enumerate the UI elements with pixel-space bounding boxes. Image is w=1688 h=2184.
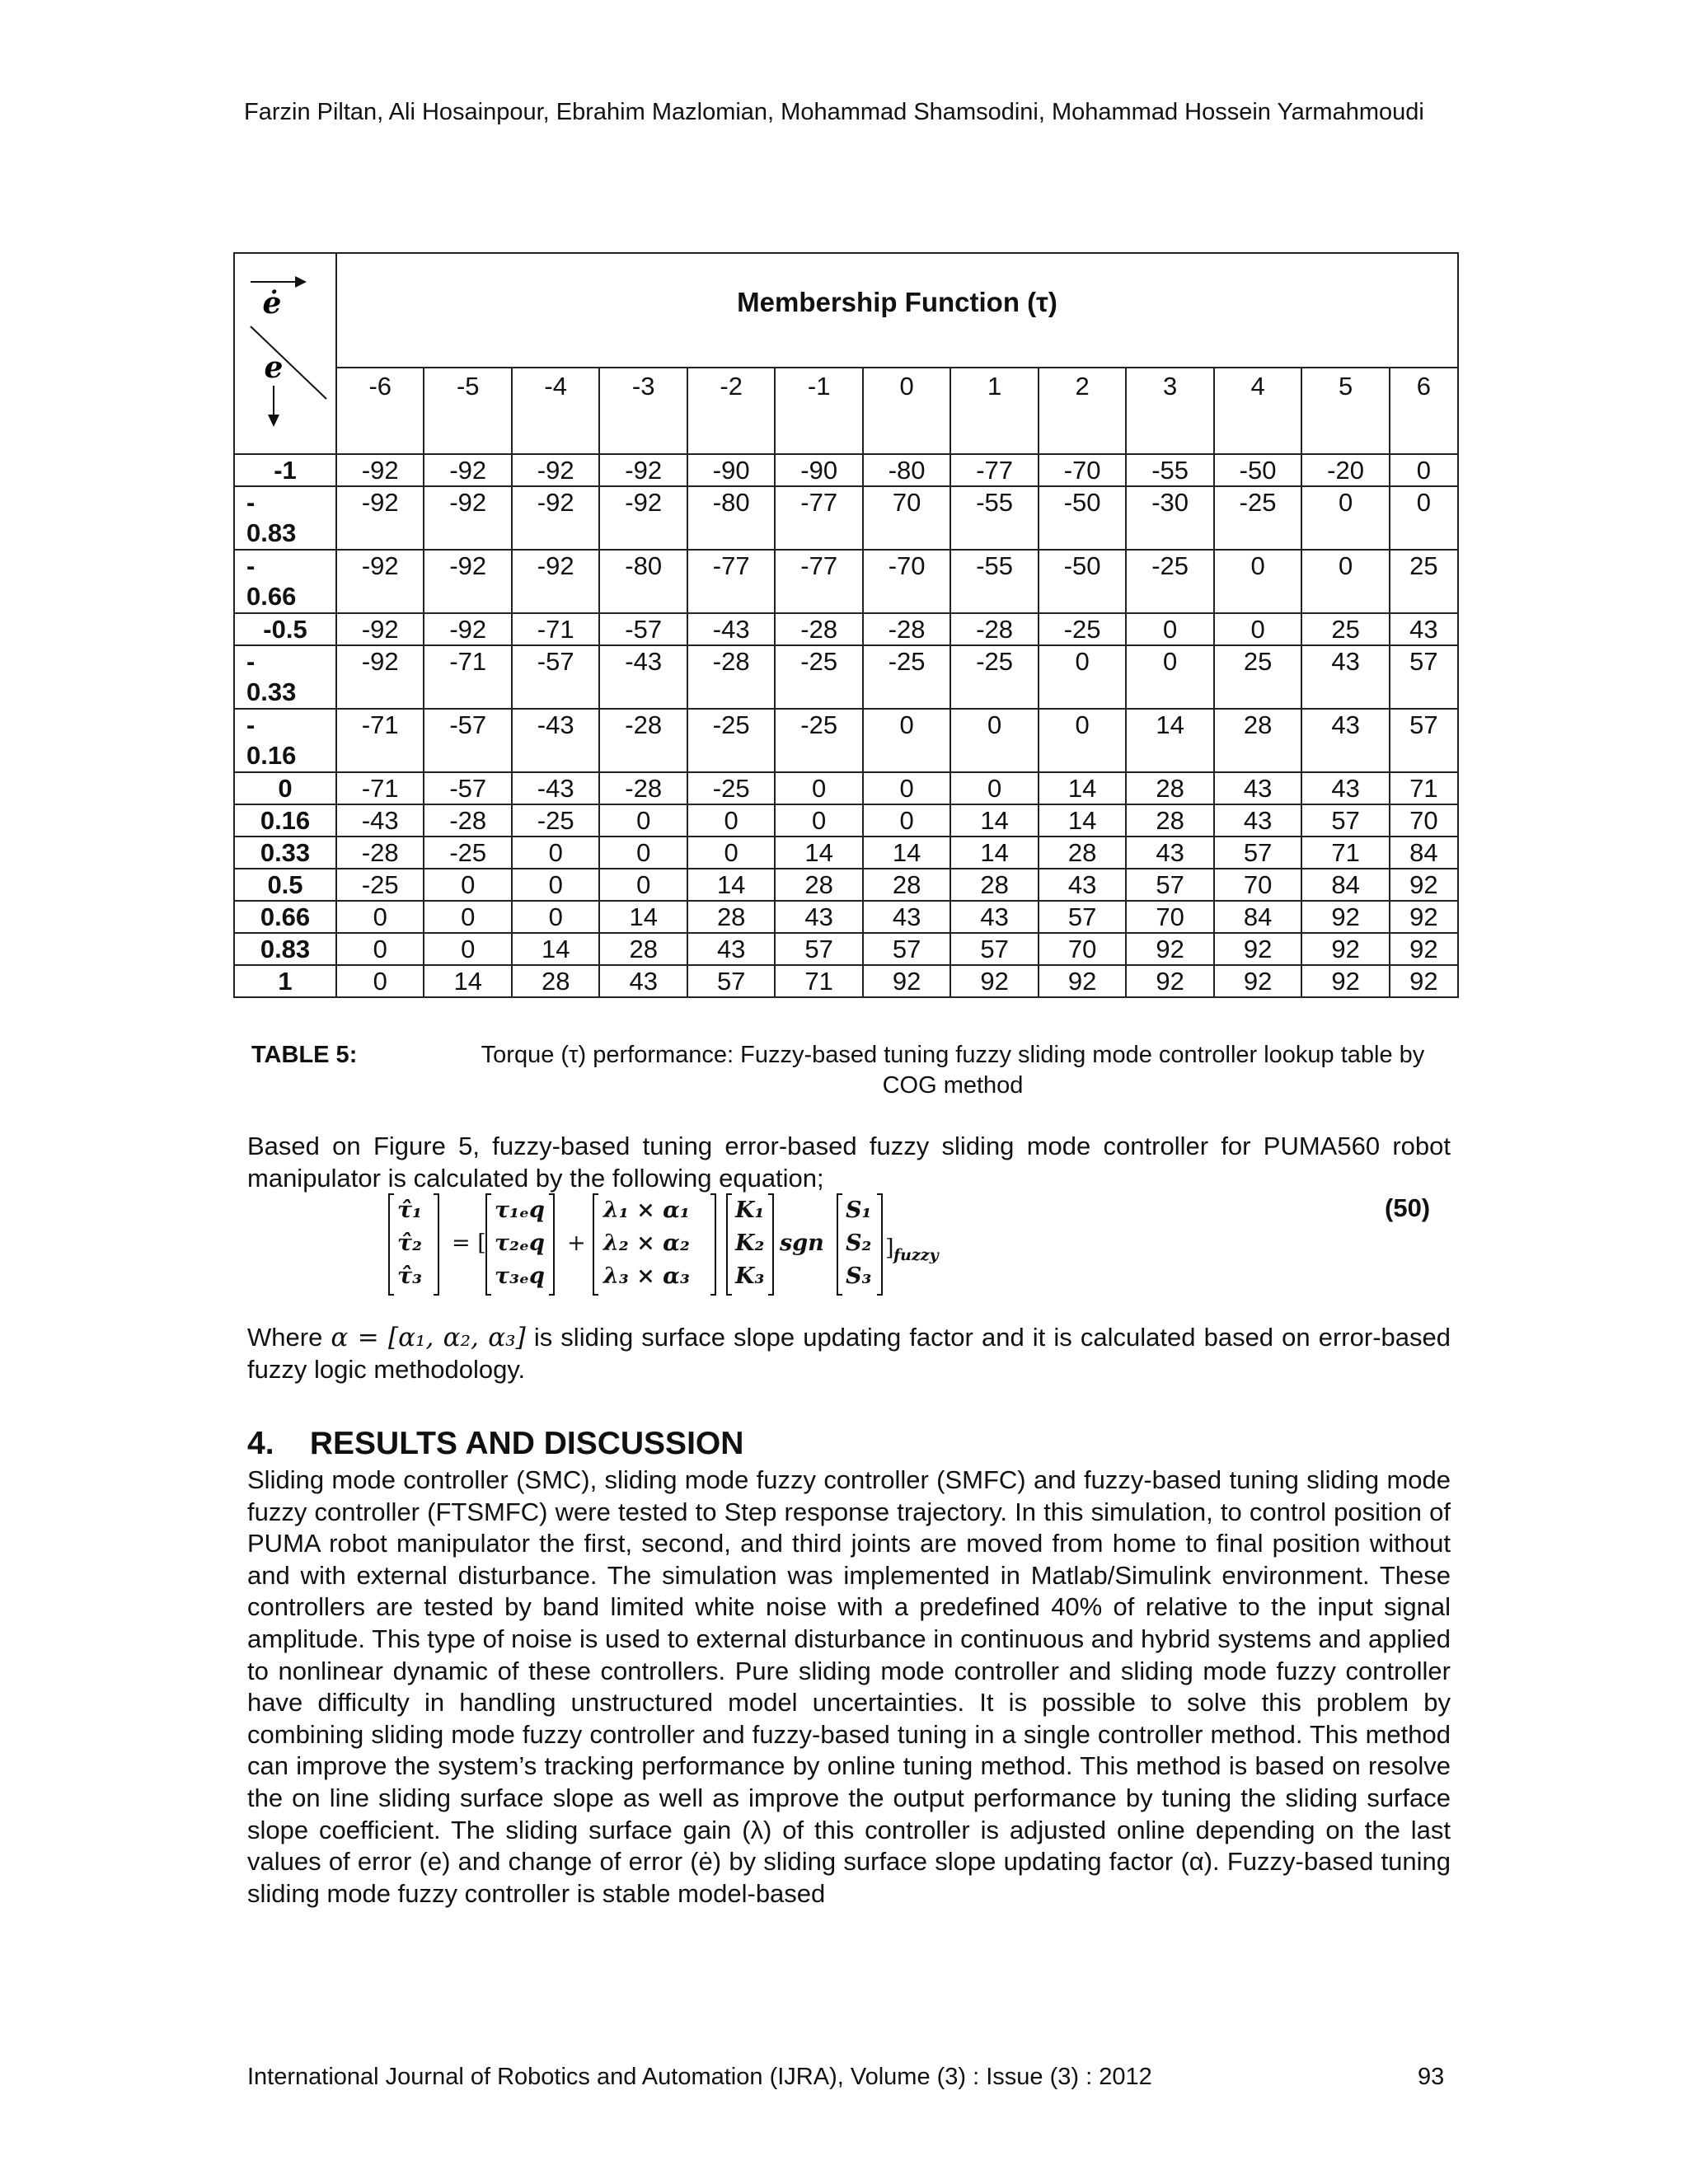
table-cell: -71 <box>336 772 424 804</box>
edot-symbol: ė <box>262 286 282 321</box>
row-label: 0.16 <box>234 804 336 837</box>
page-number: 93 <box>1418 2064 1445 2090</box>
table-row <box>234 772 1458 804</box>
table-cell: 71 <box>775 965 862 997</box>
table-cell: -92 <box>336 454 424 486</box>
column-header: -2 <box>687 368 775 454</box>
table-row <box>234 804 1458 837</box>
table-cell: 92 <box>1301 965 1389 997</box>
table-cell: 14 <box>424 965 511 997</box>
svg-text:]: ] <box>885 1235 894 1261</box>
table-cell: 0 <box>424 933 511 965</box>
table-cell: -28 <box>336 837 424 869</box>
equation-entry-lam: λ₁ × α₁ <box>603 1197 690 1223</box>
fuzzy-subscript: fuzzy <box>893 1246 939 1264</box>
section-heading: 4. RESULTS AND DISCUSSION <box>247 1426 744 1461</box>
row-label: -0.5 <box>234 613 336 645</box>
table-cell: 0 <box>1301 550 1389 613</box>
table-cell: -77 <box>775 486 862 550</box>
table-cell: -71 <box>424 645 511 709</box>
paragraph-where <box>247 1322 1451 1385</box>
table-cell: 84 <box>1214 901 1301 933</box>
table-row <box>234 454 1458 486</box>
table-cell: -92 <box>336 486 424 550</box>
table-cell: 43 <box>1301 772 1389 804</box>
table-cell: -80 <box>863 454 950 486</box>
table-cell: 43 <box>950 901 1038 933</box>
table-cell: 0 <box>1214 550 1301 613</box>
table-cell: 0 <box>863 772 950 804</box>
table-cell: 43 <box>863 901 950 933</box>
right-arrow-icon <box>295 276 307 288</box>
table-cell: 14 <box>599 901 687 933</box>
equation-entry-eq: τ₂ₑq <box>495 1230 545 1256</box>
table-cell: 92 <box>1126 933 1213 965</box>
table-cell: 57 <box>1390 709 1458 772</box>
equation-50 <box>387 1191 1459 1298</box>
table-cell: 0 <box>1214 613 1301 645</box>
where-rest: is sliding surface slope updating factor and it is calculated based on error-based fuzzy logic methodology. <box>247 1323 1451 1384</box>
table-cell: 28 <box>950 869 1038 901</box>
table-row <box>234 965 1458 997</box>
table-corner-cell <box>234 253 336 454</box>
equation-entry-lhs: τ̂₂ <box>397 1230 422 1256</box>
table-cell: 43 <box>1039 869 1126 901</box>
table-cell: 43 <box>775 901 862 933</box>
table-cell: 0 <box>1126 645 1213 709</box>
table-cell: 43 <box>687 933 775 965</box>
table-cell: -28 <box>599 772 687 804</box>
equation-entry-lam: λ₃ × α₃ <box>603 1263 690 1289</box>
column-header: 5 <box>1301 368 1389 454</box>
table-cell: 92 <box>1390 869 1458 901</box>
table-cell: -43 <box>336 804 424 837</box>
table-cell: 57 <box>1039 901 1126 933</box>
row-label: 0.83 <box>234 933 336 965</box>
table-cell: 0 <box>687 837 775 869</box>
equation-entry-k: K₂ <box>735 1230 765 1256</box>
table-cell: -92 <box>599 486 687 550</box>
table-cell: 43 <box>1214 804 1301 837</box>
table-cell: -43 <box>512 772 599 804</box>
table-cell: 70 <box>1126 901 1213 933</box>
column-header: -6 <box>336 368 424 454</box>
table-cell: -92 <box>424 550 511 613</box>
table-cell: 0 <box>775 804 862 837</box>
table-cell: -25 <box>687 709 775 772</box>
table-cell: 43 <box>1214 772 1301 804</box>
table-cell: 28 <box>1039 837 1126 869</box>
table-cell: -20 <box>1301 454 1389 486</box>
table-cell: 0 <box>775 772 862 804</box>
row-label: - 0.83 <box>234 486 336 550</box>
table-cell: 0 <box>599 869 687 901</box>
column-header: -1 <box>775 368 862 454</box>
equation-entry-lhs: τ̂₁ <box>397 1197 422 1223</box>
table-cell: 28 <box>512 965 599 997</box>
down-arrow-icon <box>268 415 279 427</box>
table-cell: -57 <box>599 613 687 645</box>
table-cell: 0 <box>863 709 950 772</box>
table-cell: 92 <box>950 965 1038 997</box>
table-cell: 92 <box>1390 901 1458 933</box>
table-cell: 28 <box>1126 772 1213 804</box>
table-cell: 28 <box>775 869 862 901</box>
svg-text:= [: = [ <box>452 1230 486 1256</box>
table-cell: -92 <box>424 613 511 645</box>
table-cell: 0 <box>687 804 775 837</box>
table-cell: 92 <box>1214 965 1301 997</box>
table-cell: -25 <box>863 645 950 709</box>
table-cell: -25 <box>336 869 424 901</box>
table-cell: 0 <box>1301 486 1389 550</box>
table-cell: 70 <box>863 486 950 550</box>
paragraph-results: Sliding mode controller (SMC), sliding mode fuzzy controller (SMFC) and fuzzy-based tuning sliding mode fuzzy controller (FTSMFC) were tested to Step response trajectory. In this simulation, to control position of PUMA robot manipulator the first, second, and third joints are moved from home to final position without and with external disturbance. The simulation was implemented in Matlab/Simulink environment. These controllers are tested by band limited white noise with a predefined 40% of relative to the input signal amplitude. This type of noise is used to external disturbance in continuous and hybrid systems and applied to nonlinear dynamic of these controllers. Pure sliding mode controller and sliding mode fuzzy controller have difficulty in handling unstructured model uncertainties. It is possible to solve this problem by combining sliding mode fuzzy controller and fuzzy-based tuning in a single controller method. This method can improve the system’s tracking performance by online tuning method. This method is based on resolve the on line sliding surface slope as well as improve the output performance by tuning the sliding surface slope coefficient. The sliding surface gain (λ) of this controller is adjusted online depending on the last values of error (e) and change of error (ė) by sliding surface slope updating factor (α). Fuzzy-based tuning sliding mode fuzzy controller is stable model-based <box>247 1465 1451 1908</box>
svg-text:+: + <box>567 1230 586 1256</box>
table-cell: -43 <box>599 645 687 709</box>
table-cell: 0 <box>1390 486 1458 550</box>
table-cell: -25 <box>950 645 1038 709</box>
table-cell: 71 <box>1390 772 1458 804</box>
table-cell: -50 <box>1039 486 1126 550</box>
table-cell: -92 <box>599 454 687 486</box>
e-symbol: e <box>264 350 284 385</box>
table-cell: 84 <box>1390 837 1458 869</box>
table-cell: -77 <box>950 454 1038 486</box>
table-cell: 92 <box>1214 933 1301 965</box>
table-cell: 57 <box>1390 645 1458 709</box>
table-cell: 84 <box>1301 869 1389 901</box>
table-cell: -77 <box>687 550 775 613</box>
running-header-authors: Farzin Piltan, Ali Hosainpour, Ebrahim Mazlomian, Mohammad Shamsodini, Mohammad Hossein Yarmahmoudi <box>244 99 1424 125</box>
paragraph-intro: Based on Figure 5, fuzzy-based tuning error-based fuzzy sliding mode controller for PUMA560 robot manipulator is calculated by the following equation; <box>247 1132 1451 1193</box>
table-cell: -92 <box>336 645 424 709</box>
table-cell: 25 <box>1301 613 1389 645</box>
table-cell: 0 <box>950 709 1038 772</box>
table-cell: -43 <box>687 613 775 645</box>
table-cell: 57 <box>950 933 1038 965</box>
table-cell: 28 <box>1126 804 1213 837</box>
table-cell: 14 <box>775 837 862 869</box>
table-cell: -28 <box>950 613 1038 645</box>
table-cell: 43 <box>599 965 687 997</box>
table-cell: -28 <box>424 804 511 837</box>
table-cell: -92 <box>424 486 511 550</box>
table-cell: 57 <box>687 965 775 997</box>
row-label: 0.66 <box>234 901 336 933</box>
table-cell: 57 <box>1301 804 1389 837</box>
table-cell: -57 <box>512 645 599 709</box>
table-cell: 70 <box>1390 804 1458 837</box>
table-cell: -80 <box>687 486 775 550</box>
row-label: -1 <box>234 454 336 486</box>
table-cell: 0 <box>950 772 1038 804</box>
sgn-label: sgn <box>780 1230 824 1256</box>
table-cell: -55 <box>950 486 1038 550</box>
equation-entry-s: S₃ <box>846 1263 872 1289</box>
table-cell: 28 <box>687 901 775 933</box>
table-cell: 0 <box>424 869 511 901</box>
table-cell: 70 <box>1039 933 1126 965</box>
table-cell: 57 <box>1214 837 1301 869</box>
table-cell: 92 <box>1126 965 1213 997</box>
alpha-vector: α = [α₁, α₂, α₃] <box>331 1323 526 1352</box>
table-cell: -25 <box>775 645 862 709</box>
equation-number: (50) <box>1385 1193 1431 1222</box>
table-row <box>234 613 1458 645</box>
table-row <box>234 901 1458 933</box>
table-cell: -92 <box>512 486 599 550</box>
equation-entry-k: K₁ <box>735 1197 765 1223</box>
row-label: - 0.16 <box>234 709 336 772</box>
table-row <box>234 486 1458 550</box>
table-cell: 28 <box>1214 709 1301 772</box>
table-cell: -25 <box>775 709 862 772</box>
equation-entry-k: K₃ <box>735 1263 765 1289</box>
table-cell: -80 <box>599 550 687 613</box>
table-cell: -77 <box>775 550 862 613</box>
table-cell: 92 <box>863 965 950 997</box>
table-cell: 57 <box>775 933 862 965</box>
table-cell: 14 <box>687 869 775 901</box>
table-cell: -25 <box>512 804 599 837</box>
table-cell: 28 <box>599 933 687 965</box>
corner-diagonal-arrows <box>241 254 330 447</box>
table-cell: 0 <box>512 869 599 901</box>
table-cell: 14 <box>1126 709 1213 772</box>
row-label: 0 <box>234 772 336 804</box>
table-row <box>234 709 1458 772</box>
table-cell: -57 <box>424 709 511 772</box>
table-cell: 43 <box>1390 613 1458 645</box>
table-cell: 92 <box>1039 965 1126 997</box>
table-cell: -92 <box>512 550 599 613</box>
caption-text: Torque (τ) performance: Fuzzy-based tuning fuzzy sliding mode controller lookup table by COG method <box>481 1042 1425 1099</box>
equation-entry-lam: λ₂ × α₂ <box>603 1230 690 1256</box>
table-cell: 0 <box>336 965 424 997</box>
equation-entry-s: S₂ <box>846 1230 872 1256</box>
table-cell: -57 <box>424 772 511 804</box>
table-cell: -70 <box>1039 454 1126 486</box>
table-cell: 14 <box>1039 772 1126 804</box>
table-cell: 43 <box>1301 645 1389 709</box>
table-cell: 92 <box>1390 933 1458 965</box>
table-row <box>234 869 1458 901</box>
row-label: 0.33 <box>234 837 336 869</box>
table-cell: -30 <box>1126 486 1213 550</box>
table-cell: 70 <box>1214 869 1301 901</box>
column-header: 3 <box>1126 368 1213 454</box>
row-label: - 0.33 <box>234 645 336 709</box>
table-cell: 0 <box>1039 645 1126 709</box>
table-cell: -92 <box>336 550 424 613</box>
caption-label: TABLE 5: <box>251 1042 358 1068</box>
table-cell: -71 <box>512 613 599 645</box>
table-cell: -25 <box>1214 486 1301 550</box>
column-header: -3 <box>599 368 687 454</box>
table-cell: 25 <box>1390 550 1458 613</box>
table-cell: -55 <box>950 550 1038 613</box>
column-header: 2 <box>1039 368 1126 454</box>
table-cell: 0 <box>863 804 950 837</box>
column-header: 0 <box>863 368 950 454</box>
table-cell: -50 <box>1214 454 1301 486</box>
table-cell: 57 <box>863 933 950 965</box>
table-cell: 0 <box>336 933 424 965</box>
table-cell: 92 <box>1301 901 1389 933</box>
column-header: 6 <box>1390 368 1458 454</box>
column-header: 4 <box>1214 368 1301 454</box>
table-cell: 14 <box>950 837 1038 869</box>
table-cell: -28 <box>775 613 862 645</box>
table-cell: 0 <box>512 901 599 933</box>
table-cell: 0 <box>1126 613 1213 645</box>
row-label: - 0.66 <box>234 550 336 613</box>
column-header: -4 <box>512 368 599 454</box>
table-cell: 0 <box>599 837 687 869</box>
membership-function-title: Membership Function (τ) <box>737 287 1057 317</box>
table-cell: 0 <box>1390 454 1458 486</box>
table-cell: 92 <box>1390 965 1458 997</box>
table-cell: 0 <box>599 804 687 837</box>
column-header: -5 <box>424 368 511 454</box>
table-cell: -92 <box>512 454 599 486</box>
table-cell: 71 <box>1301 837 1389 869</box>
footer-journal: International Journal of Robotics and Automation (IJRA), Volume (3) : Issue (3) : 2012 <box>247 2064 1152 2090</box>
table-cell: 14 <box>1039 804 1126 837</box>
table-row <box>234 933 1458 965</box>
table-cell: -25 <box>1126 550 1213 613</box>
lookup-table <box>233 252 1459 998</box>
equation-entry-s: S₁ <box>846 1197 872 1223</box>
table-row <box>234 550 1458 613</box>
table-cell: -28 <box>687 645 775 709</box>
column-header: 1 <box>950 368 1038 454</box>
table-cell: 43 <box>1126 837 1213 869</box>
table-cell: 0 <box>512 837 599 869</box>
table-cell: -71 <box>336 709 424 772</box>
table-cell: -25 <box>424 837 511 869</box>
table-cell: 0 <box>1039 709 1126 772</box>
table-cell: 28 <box>863 869 950 901</box>
equation-entry-lhs: τ̂₃ <box>397 1263 422 1289</box>
table-cell: -28 <box>599 709 687 772</box>
table-cell: -55 <box>1126 454 1213 486</box>
table-cell: 14 <box>950 804 1038 837</box>
table-cell: -70 <box>863 550 950 613</box>
table-cell: 43 <box>1301 709 1389 772</box>
table-cell: -90 <box>775 454 862 486</box>
table-cell: 14 <box>863 837 950 869</box>
where-prefix: Where <box>247 1323 323 1352</box>
table-cell: 14 <box>512 933 599 965</box>
table-cell: -50 <box>1039 550 1126 613</box>
table-cell: -90 <box>687 454 775 486</box>
table-cell: -28 <box>863 613 950 645</box>
table-row <box>234 837 1458 869</box>
table-cell: 25 <box>1214 645 1301 709</box>
table-cell: 57 <box>1126 869 1213 901</box>
membership-function-header <box>336 253 1458 368</box>
table-cell: -25 <box>1039 613 1126 645</box>
row-label: 1 <box>234 965 336 997</box>
table-cell: -92 <box>424 454 511 486</box>
table-cell: 0 <box>424 901 511 933</box>
table-cell: -43 <box>512 709 599 772</box>
table-cell: -25 <box>687 772 775 804</box>
table-cell: 92 <box>1301 933 1389 965</box>
equation-entry-eq: τ₃ₑq <box>495 1263 545 1289</box>
table-cell: -92 <box>336 613 424 645</box>
table-cell: 0 <box>336 901 424 933</box>
equation-entry-eq: τ₁ₑq <box>495 1197 545 1223</box>
row-label: 0.5 <box>234 869 336 901</box>
table-row <box>234 645 1458 709</box>
